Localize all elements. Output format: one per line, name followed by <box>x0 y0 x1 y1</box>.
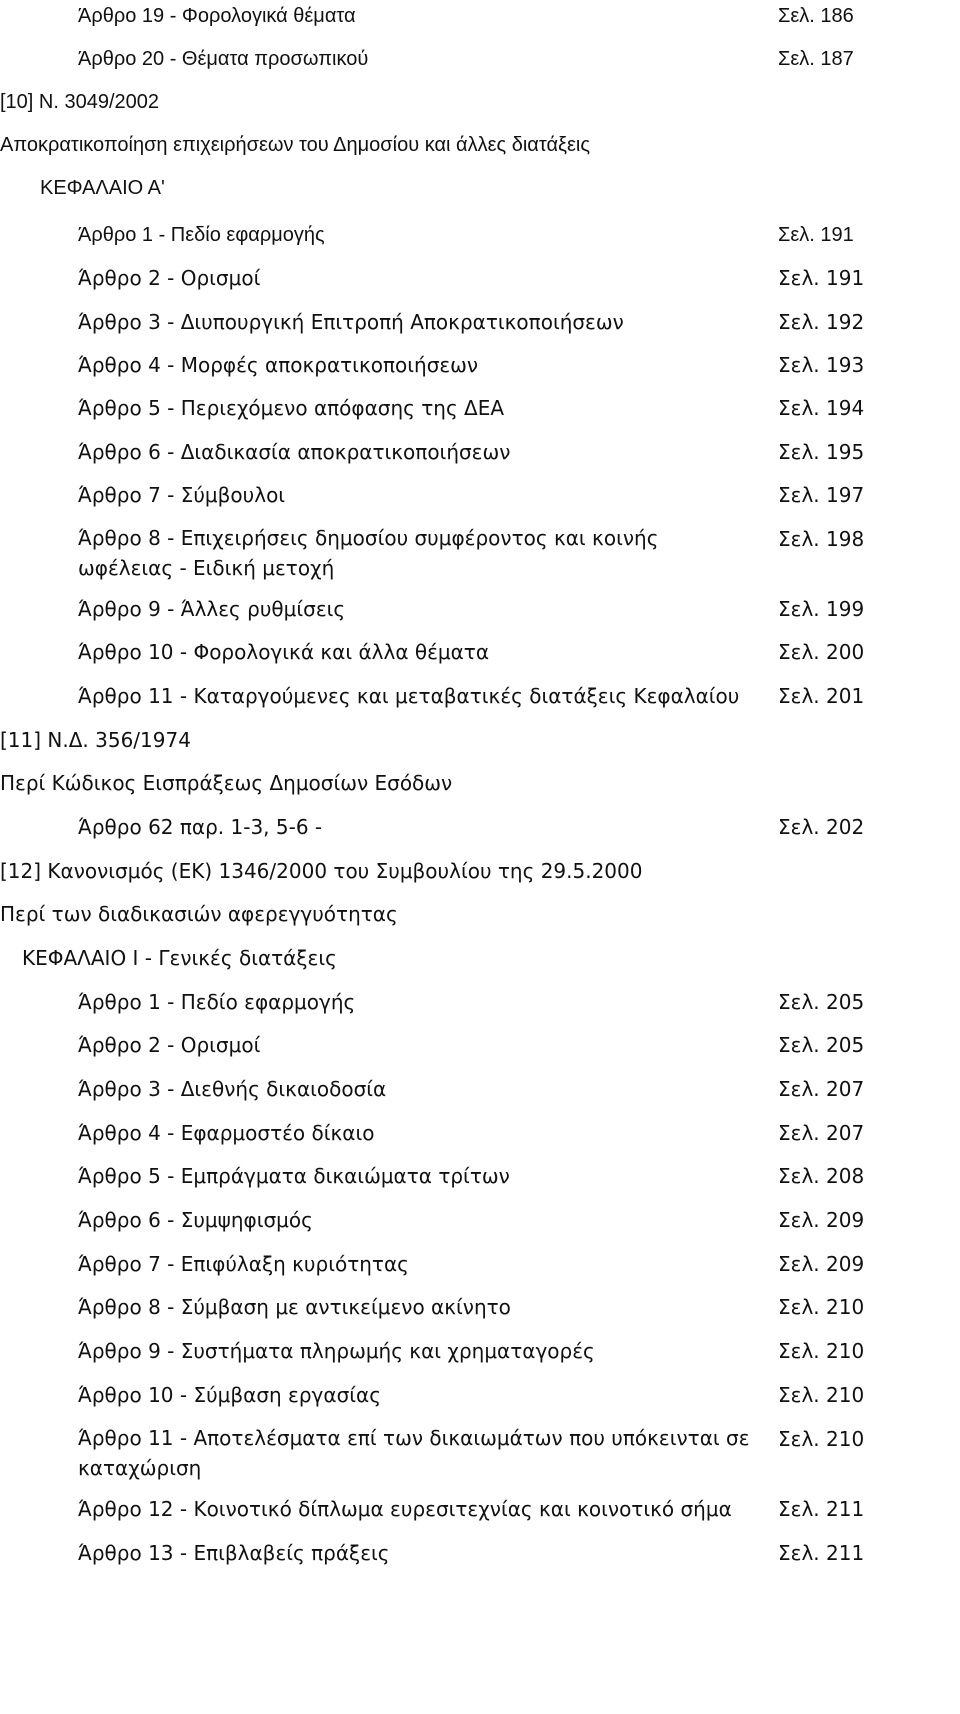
toc-entry-text: Άρθρο 1 - Πεδίο εφαρμογής <box>78 224 325 246</box>
toc-entry-page: Σελ. 194 <box>778 396 865 420</box>
toc-entry-page: Σελ. 209 <box>778 1208 865 1232</box>
toc-entry-page: Σελ. 210 <box>778 1383 865 1407</box>
toc-entry-page: Σελ. 197 <box>778 483 865 507</box>
toc-entry-text: Άρθρο 4 - Εφαρμοστέο δίκαιο <box>78 1121 375 1145</box>
toc-entry-text: Άρθρο 9 - Άλλες ρυθμίσεις <box>78 597 346 621</box>
toc-entry-text: Άρθρο 19 - Φορολογικά θέματα <box>78 5 356 27</box>
law-title: Περί Κώδικος Εισπράξεως Δημοσίων Εσόδων <box>0 771 453 795</box>
toc-entry-text: Άρθρο 8 - Σύμβαση με αντικείμενο ακίνητο <box>78 1295 511 1319</box>
chapter-heading: ΚΕΦΑΛΑΙΟ Α' <box>40 177 165 199</box>
toc-entry-page: Σελ. 192 <box>778 310 865 334</box>
toc-entry-page: Σελ. 191 <box>778 224 854 246</box>
toc-entry-page: Σελ. 195 <box>778 440 865 464</box>
toc-entry-text: Άρθρο 5 - Εμπράγματα δικαιώματα τρίτων <box>78 1164 510 1188</box>
toc-entry-page: Σελ. 198 <box>778 527 865 551</box>
toc-entry-text: Άρθρο 7 - Επιφύλαξη κυριότητας <box>78 1252 409 1276</box>
toc-entry-page: Σελ. 207 <box>778 1121 865 1145</box>
law-title: Περί των διαδικασιών αφερεγγυότητας <box>0 902 398 926</box>
law-title: Αποκρατικοποίηση επιχειρήσεων του Δημοσίου και άλλες διατάξεις <box>0 134 590 156</box>
toc-entry-text: Άρθρο 2 - Ορισμοί <box>78 1033 261 1057</box>
toc-entry-text: Άρθρο 3 - Διεθνής δικαιοδοσία <box>78 1077 387 1101</box>
toc-entry-page: Σελ. 205 <box>778 990 865 1014</box>
toc-entry-page: Σελ. 202 <box>778 815 865 839</box>
toc-entry-text: Άρθρο 62 παρ. 1-3, 5-6 - <box>78 815 323 839</box>
toc-entry-text: Άρθρο 6 - Συμψηφισμός <box>78 1208 313 1232</box>
toc-entry-text: Άρθρο 4 - Μορφές αποκρατικοποιήσεων <box>78 353 479 377</box>
toc-entry-text: Άρθρο 10 - Φορολογικά και άλλα θέματα <box>78 640 490 664</box>
toc-entry-page: Σελ. 211 <box>778 1497 865 1521</box>
toc-entry-page: Σελ. 210 <box>778 1295 865 1319</box>
law-reference: [10] Ν. 3049/2002 <box>0 91 160 113</box>
toc-entry-page: Σελ. 193 <box>778 353 865 377</box>
toc-entry-page: Σελ. 186 <box>778 5 854 27</box>
toc-entry-text: Άρθρο 12 - Κοινοτικό δίπλωμα ευρεσιτεχνίας και κοινοτικό σήμα <box>78 1497 732 1521</box>
toc-entry-text: Άρθρο 1 - Πεδίο εφαρμογής <box>78 990 356 1014</box>
toc-entry-text: Άρθρο 5 - Περιεχόμενο απόφασης της ΔΕΑ <box>78 396 505 420</box>
toc-entry-text: Άρθρο 6 - Διαδικασία αποκρατικοποιήσεων <box>78 440 511 464</box>
toc-entry-page: Σελ. 210 <box>778 1339 865 1363</box>
toc-entry-text: Άρθρο 20 - Θέματα προσωπικού <box>78 48 369 70</box>
toc-entry-page: Σελ. 201 <box>778 684 865 708</box>
toc-entry-text: Άρθρο 10 - Σύμβαση εργασίας <box>78 1383 381 1407</box>
toc-entry-text: Άρθρο 11 - Αποτελέσματα επί των δικαιωμάτων που υπόκεινται σε καταχώριση <box>78 1426 750 1480</box>
chapter-heading: ΚΕΦΑΛΑΙΟ Ι - Γενικές διατάξεις <box>22 946 337 970</box>
toc-entry-text: Άρθρο 13 - Επιβλαβείς πράξεις <box>78 1541 390 1565</box>
toc-entry-page: Σελ. 207 <box>778 1077 865 1101</box>
toc-entry-text: Άρθρο 3 - Διυπουργική Επιτροπή Αποκρατικοποιήσεων <box>78 310 624 334</box>
toc-entry-text: Άρθρο 7 - Σύμβουλοι <box>78 483 286 507</box>
toc-entry-page: Σελ. 205 <box>778 1033 865 1057</box>
law-reference: [12] Κανονισμός (ΕΚ) 1346/2000 του Συμβουλίου της 29.5.2000 <box>0 859 643 883</box>
toc-entry-page: Σελ. 209 <box>778 1252 865 1276</box>
law-reference: [11] Ν.Δ. 356/1974 <box>0 728 191 752</box>
toc-entry-text: Άρθρο 11 - Καταργούμενες και μεταβατικές διατάξεις Κεφαλαίου <box>78 684 740 708</box>
toc-entry-page: Σελ. 200 <box>778 640 865 664</box>
toc-entry-text: Άρθρο 9 - Συστήματα πληρωμής και χρηματαγορές <box>78 1339 595 1363</box>
toc-entry-page: Σελ. 208 <box>778 1164 865 1188</box>
toc-entry-text: Άρθρο 2 - Ορισμοί <box>78 266 261 290</box>
toc-entry-page: Σελ. 191 <box>778 266 865 290</box>
toc-entry-page: Σελ. 187 <box>778 48 854 70</box>
toc-entry-page: Σελ. 199 <box>778 597 865 621</box>
toc-entry-text: Άρθρο 8 - Επιχειρήσεις δημοσίου συμφέροντος και κοινής ωφέλειας - Ειδική μετοχή <box>78 526 659 580</box>
toc-entry-page: Σελ. 211 <box>778 1541 865 1565</box>
toc-entry-page: Σελ. 210 <box>778 1427 865 1451</box>
